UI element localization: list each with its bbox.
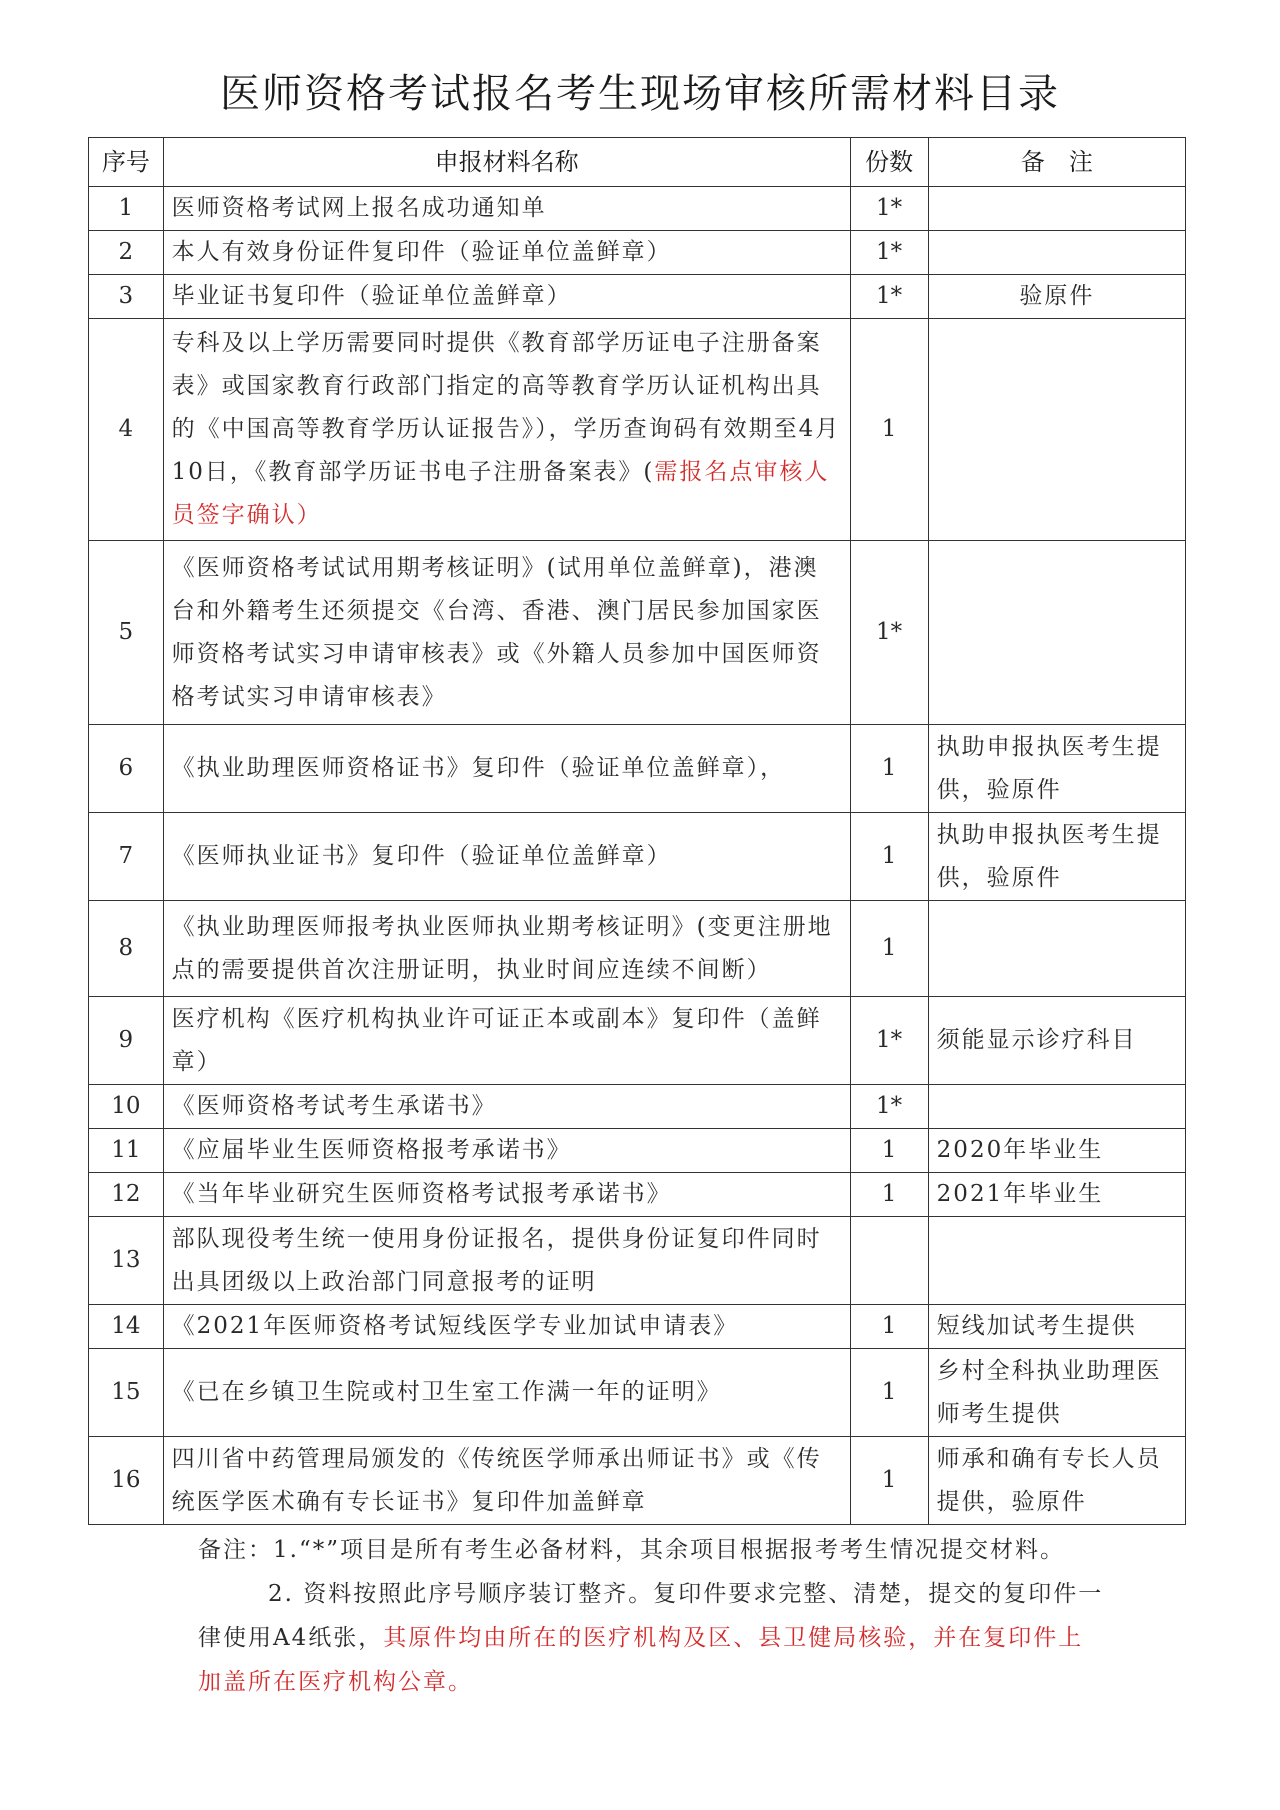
table-row (89, 275, 1186, 319)
table-row (89, 187, 1186, 231)
row-remark: 执助申报执医考生提供，验原件 (928, 725, 1185, 813)
row-no: 9 (89, 997, 164, 1085)
row-no: 15 (89, 1349, 164, 1437)
row-name: 医疗机构《医疗机构执业许可证正本或副本》复印件（盖鲜章） (163, 997, 850, 1085)
table-row (89, 319, 1186, 541)
row-name-red-text: 需报名点审核人员签字确认） (171, 459, 830, 528)
table-row (89, 1437, 1186, 1525)
row-name-text: 专科及以上学历需要同时提供《教育部学历证电子注册备案表》或国家教育行政部门指定的高等教育学历认证机构出具的《中国高等教育学历认证报告》），学历查询码有效期至4月10日，《教育部学历证书电子注册备案表》( (171, 330, 841, 485)
row-name: 《执业助理医师报考执业医师执业期考核证明》(变更注册地点的需要提供首次注册证明，执业时间应连续不间断） (163, 901, 850, 997)
row-copies: 1 (850, 319, 928, 541)
row-name: 毕业证书复印件（验证单位盖鲜章） (163, 275, 850, 319)
table-row (89, 1349, 1186, 1437)
table-row (89, 997, 1186, 1085)
table-row (89, 1305, 1186, 1349)
row-copies (850, 1217, 928, 1305)
row-no: 4 (89, 319, 164, 541)
table-row (89, 541, 1186, 725)
row-name: 《医师资格考试考生承诺书》 (163, 1085, 850, 1129)
table-row (89, 1217, 1186, 1305)
row-copies: 1 (850, 813, 928, 901)
row-no: 8 (89, 901, 164, 997)
row-copies: 1 (850, 1129, 928, 1173)
header-name: 申报材料名称 (163, 138, 850, 187)
row-remark: 乡村全科执业助理医师考生提供 (928, 1349, 1185, 1437)
row-copies: 1* (850, 187, 928, 231)
table-row (89, 725, 1186, 813)
table-row (89, 813, 1186, 901)
row-remark (928, 231, 1185, 275)
materials-table (88, 137, 1186, 1525)
row-remark: 师承和确有专长人员提供，验原件 (928, 1437, 1185, 1525)
row-name: 《应届毕业生医师资格报考承诺书》 (163, 1129, 850, 1173)
row-remark: 验原件 (928, 275, 1185, 319)
row-remark (928, 1085, 1185, 1129)
row-no: 5 (89, 541, 164, 725)
row-no: 10 (89, 1085, 164, 1129)
row-copies: 1* (850, 997, 928, 1085)
table-row (89, 1173, 1186, 1217)
row-no: 16 (89, 1437, 164, 1525)
row-copies: 1* (850, 275, 928, 319)
row-name (163, 319, 850, 541)
row-no: 1 (89, 187, 164, 231)
row-no: 7 (89, 813, 164, 901)
row-copies: 1* (850, 231, 928, 275)
row-copies: 1 (850, 1349, 928, 1437)
header-no: 序号 (89, 138, 164, 187)
table-row (89, 1085, 1186, 1129)
table-header-row (89, 138, 1186, 187)
row-remark (928, 541, 1185, 725)
row-remark: 2020年毕业生 (928, 1129, 1185, 1173)
row-copies: 1 (850, 725, 928, 813)
table-row (89, 901, 1186, 997)
row-no: 11 (89, 1129, 164, 1173)
row-remark: 2021年毕业生 (928, 1173, 1185, 1217)
row-copies: 1 (850, 901, 928, 997)
row-copies: 1 (850, 1173, 928, 1217)
row-remark: 执助申报执医考生提供，验原件 (928, 813, 1185, 901)
row-no: 14 (89, 1305, 164, 1349)
row-name: 部队现役考生统一使用身份证报名，提供身份证复印件同时出具团级以上政治部门同意报考的证明 (163, 1217, 850, 1305)
row-remark (928, 901, 1185, 997)
row-name: 《医师资格考试试用期考核证明》(试用单位盖鲜章)，港澳台和外籍考生还须提交《台湾、香港、澳门居民参加国家医师资格考试实习申请审核表》或《外籍人员参加中国医师资格考试实习申请审核表》 (163, 541, 850, 725)
row-copies: 1* (850, 1085, 928, 1129)
row-name: 《2021年医师资格考试短线医学专业加试申请表》 (163, 1305, 850, 1349)
row-remark (928, 319, 1185, 541)
row-name: 医师资格考试网上报名成功通知单 (163, 187, 850, 231)
row-copies: 1 (850, 1305, 928, 1349)
row-name: 四川省中药管理局颁发的《传统医学师承出师证书》或《传统医学医术确有专长证书》复印件加盖鲜章 (163, 1437, 850, 1525)
header-remark: 备 注 (928, 138, 1185, 187)
row-name: 《医师执业证书》复印件（验证单位盖鲜章） (163, 813, 850, 901)
table-row (89, 231, 1186, 275)
row-remark: 短线加试考生提供 (928, 1305, 1185, 1349)
row-remark (928, 187, 1185, 231)
row-no: 3 (89, 275, 164, 319)
note-2-text: 2. 资料按照此序号顺序装订整齐。复印件要求完整、清楚，提交的复印件一律使用A4纸张， (198, 1581, 1104, 1651)
table-row (89, 1129, 1186, 1173)
row-no: 6 (89, 725, 164, 813)
row-name: 《已在乡镇卫生院或村卫生室工作满一年的证明》 (163, 1349, 850, 1437)
note-2 (198, 1572, 1108, 1704)
row-remark: 须能显示诊疗科目 (928, 997, 1185, 1085)
notes-section (198, 1528, 1108, 1704)
header-copies: 份数 (850, 138, 928, 187)
row-name: 本人有效身份证件复印件（验证单位盖鲜章） (163, 231, 850, 275)
row-name: 《当年毕业研究生医师资格考试报考承诺书》 (163, 1173, 850, 1217)
page-title: 医师资格考试报名考生现场审核所需材料目录 (220, 71, 1060, 117)
row-no: 2 (89, 231, 164, 275)
row-no: 13 (89, 1217, 164, 1305)
note-2-red-text: 其原件均由所在的医疗机构及区、县卫健局核验，并在复印件上加盖所在医疗机构公章。 (198, 1625, 1084, 1695)
row-copies: 1* (850, 541, 928, 725)
row-remark (928, 1217, 1185, 1305)
row-copies: 1 (850, 1437, 928, 1525)
note-1: 备注：1.“*”项目是所有考生必备材料，其余项目根据报考考生情况提交材料。 (198, 1537, 1065, 1563)
row-no: 12 (89, 1173, 164, 1217)
row-name: 《执业助理医师资格证书》复印件（验证单位盖鲜章）， (163, 725, 850, 813)
